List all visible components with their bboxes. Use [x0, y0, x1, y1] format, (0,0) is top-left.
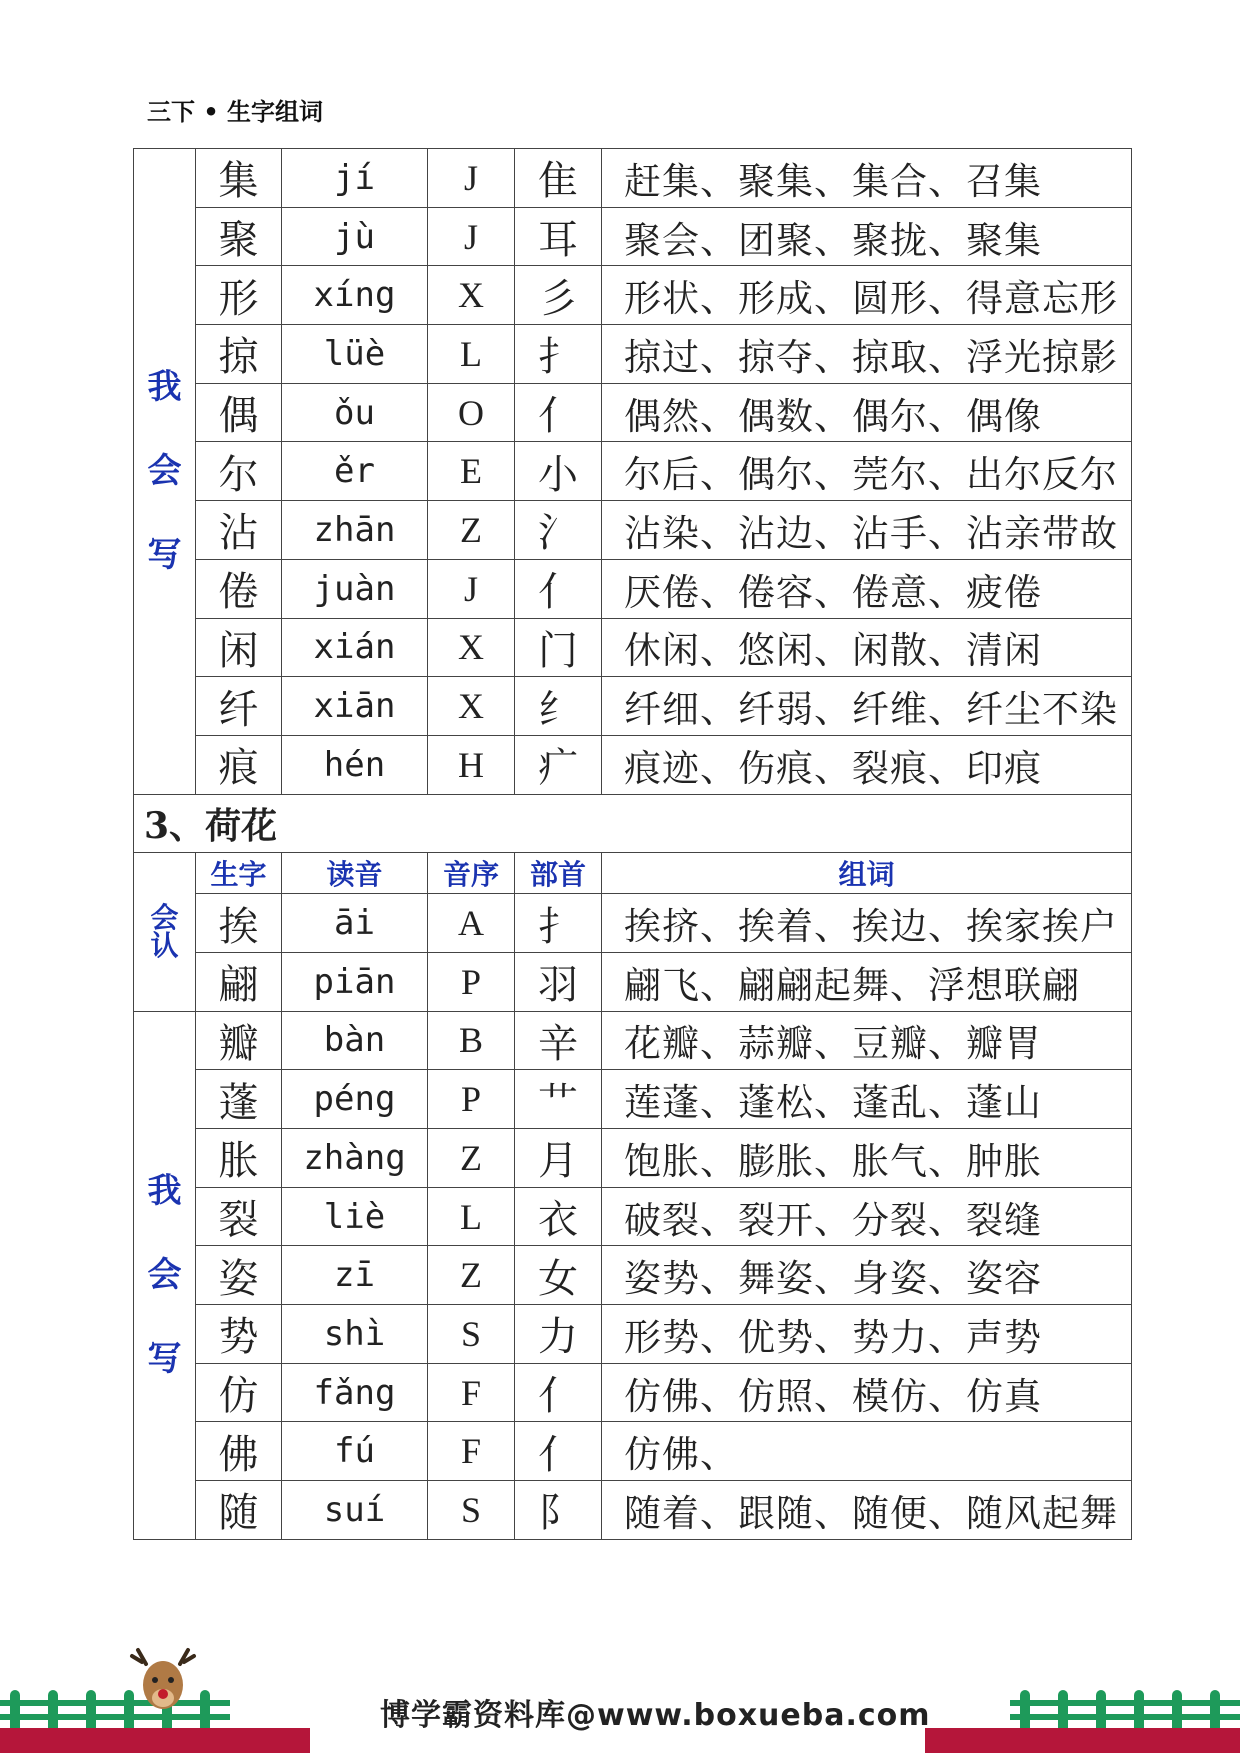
fence-right-icon — [1010, 1690, 1240, 1728]
char-cell: 随 — [196, 1481, 282, 1540]
radical-cell: 小 — [515, 442, 602, 501]
order-cell: J — [428, 559, 515, 618]
side-label-char: 写 — [147, 535, 182, 576]
radical-cell: 艹 — [515, 1070, 602, 1129]
words-cell: 仿佛、仿照、模仿、仿真 — [602, 1363, 1132, 1422]
radical-cell: 疒 — [515, 735, 602, 794]
radical-cell: 扌 — [515, 894, 602, 953]
char-cell: 仿 — [196, 1363, 282, 1422]
pinyin-cell: shì — [282, 1305, 428, 1364]
pinyin-cell: ǒu — [282, 383, 428, 442]
radical-cell: 氵 — [515, 501, 602, 560]
words-cell: 随着、跟随、随便、随风起舞 — [602, 1481, 1132, 1540]
order-cell: X — [428, 618, 515, 677]
table-row — [134, 1011, 1132, 1070]
page-header: 三下 • 生字组词 — [147, 98, 324, 126]
char-cell: 纤 — [196, 677, 282, 736]
section-title: 3、荷花 — [134, 794, 1132, 853]
pinyin-cell: ěr — [282, 442, 428, 501]
order-cell: E — [428, 442, 515, 501]
char-cell: 翩 — [196, 952, 282, 1011]
pinyin-cell: fǎng — [282, 1363, 428, 1422]
radical-cell: 扌 — [515, 325, 602, 384]
table-row — [134, 1422, 1132, 1481]
side-label-char: 写 — [147, 1339, 182, 1380]
side-label-read — [134, 853, 196, 1011]
words-cell: 饱胀、膨胀、胀气、肿胀 — [602, 1129, 1132, 1188]
order-cell: H — [428, 735, 515, 794]
pinyin-cell: zhān — [282, 501, 428, 560]
side-label-write — [134, 1011, 196, 1539]
char-cell: 胀 — [196, 1129, 282, 1188]
words-cell: 尔后、偶尔、莞尔、出尔反尔 — [602, 442, 1132, 501]
radical-cell: 月 — [515, 1129, 602, 1188]
char-cell: 掠 — [196, 325, 282, 384]
order-cell: S — [428, 1305, 515, 1364]
order-cell: J — [428, 149, 515, 208]
words-cell: 莲蓬、蓬松、蓬乱、蓬山 — [602, 1070, 1132, 1129]
table-row — [134, 501, 1132, 560]
column-header-order: 音序 — [428, 853, 515, 894]
char-cell: 蓬 — [196, 1070, 282, 1129]
pinyin-cell: bàn — [282, 1011, 428, 1070]
order-cell: P — [428, 952, 515, 1011]
char-cell: 闲 — [196, 618, 282, 677]
table-row — [134, 442, 1132, 501]
table-row — [134, 1187, 1132, 1246]
table-row — [134, 207, 1132, 266]
pinyin-cell: lüè — [282, 325, 428, 384]
pinyin-cell: liè — [282, 1187, 428, 1246]
words-cell: 偶然、偶数、偶尔、偶像 — [602, 383, 1132, 442]
table-row — [134, 735, 1132, 794]
column-header-words: 组词 — [602, 853, 1132, 894]
words-cell: 花瓣、蒜瓣、豆瓣、瓣胃 — [602, 1011, 1132, 1070]
table-row — [134, 1481, 1132, 1540]
char-cell: 姿 — [196, 1246, 282, 1305]
pinyin-cell: xiān — [282, 677, 428, 736]
column-header-char: 生字 — [196, 853, 282, 894]
side-label-char: 会 — [147, 1255, 182, 1296]
table-row — [134, 266, 1132, 325]
words-cell: 聚会、团聚、聚拢、聚集 — [602, 207, 1132, 266]
order-cell: X — [428, 677, 515, 736]
table-row — [134, 618, 1132, 677]
order-cell: J — [428, 207, 515, 266]
radical-cell: 门 — [515, 618, 602, 677]
char-cell: 聚 — [196, 207, 282, 266]
order-cell: Z — [428, 1246, 515, 1305]
radical-cell: 隹 — [515, 149, 602, 208]
words-cell: 痕迹、伤痕、裂痕、印痕 — [602, 735, 1132, 794]
char-cell: 倦 — [196, 559, 282, 618]
radical-cell: 亻 — [515, 383, 602, 442]
pinyin-cell: jí — [282, 149, 428, 208]
words-cell: 翩飞、翩翩起舞、浮想联翩 — [602, 952, 1132, 1011]
radical-cell: 衣 — [515, 1187, 602, 1246]
words-cell: 姿势、舞姿、身姿、姿容 — [602, 1246, 1132, 1305]
char-cell: 裂 — [196, 1187, 282, 1246]
char-cell: 佛 — [196, 1422, 282, 1481]
words-cell: 厌倦、倦容、倦意、疲倦 — [602, 559, 1132, 618]
char-cell: 偶 — [196, 383, 282, 442]
order-cell: L — [428, 325, 515, 384]
pinyin-cell: āi — [282, 894, 428, 953]
order-cell: P — [428, 1070, 515, 1129]
column-header-pinyin: 读音 — [282, 853, 428, 894]
pinyin-cell: jù — [282, 207, 428, 266]
radical-cell: 力 — [515, 1305, 602, 1364]
order-cell: X — [428, 266, 515, 325]
column-header-radical: 部首 — [515, 853, 602, 894]
vocab-table — [133, 148, 1132, 1540]
pinyin-cell: xíng — [282, 266, 428, 325]
pinyin-cell: hén — [282, 735, 428, 794]
pinyin-cell: xián — [282, 618, 428, 677]
table-row — [134, 559, 1132, 618]
words-cell: 形势、优势、势力、声势 — [602, 1305, 1132, 1364]
table-row — [134, 952, 1132, 1011]
char-cell: 尔 — [196, 442, 282, 501]
order-cell: S — [428, 1481, 515, 1540]
table-row — [134, 1246, 1132, 1305]
char-cell: 痕 — [196, 735, 282, 794]
side-label-char: 会 — [147, 451, 182, 492]
pinyin-cell: zhàng — [282, 1129, 428, 1188]
words-cell: 形状、形成、圆形、得意忘形 — [602, 266, 1132, 325]
radical-cell: 辛 — [515, 1011, 602, 1070]
side-label-write — [134, 149, 196, 795]
table-row — [134, 1305, 1132, 1364]
char-cell: 势 — [196, 1305, 282, 1364]
table-row — [134, 325, 1132, 384]
table-row — [134, 1129, 1132, 1188]
words-cell: 挨挤、挨着、挨边、挨家挨户 — [602, 894, 1132, 953]
words-cell: 沾染、沾边、沾手、沾亲带故 — [602, 501, 1132, 560]
words-cell: 赶集、聚集、集合、召集 — [602, 149, 1132, 208]
table-row — [134, 149, 1132, 208]
table-row — [134, 677, 1132, 736]
words-cell: 破裂、裂开、分裂、裂缝 — [602, 1187, 1132, 1246]
table-row — [134, 383, 1132, 442]
pinyin-cell: piān — [282, 952, 428, 1011]
table-row — [134, 1070, 1132, 1129]
words-cell: 仿佛、 — [602, 1422, 1132, 1481]
reindeer-icon — [118, 1640, 208, 1730]
order-cell: Z — [428, 501, 515, 560]
char-cell: 集 — [196, 149, 282, 208]
side-label-char: 会 — [150, 900, 179, 934]
pinyin-cell: péng — [282, 1070, 428, 1129]
radical-cell: 阝 — [515, 1481, 602, 1540]
order-cell: L — [428, 1187, 515, 1246]
char-cell: 挨 — [196, 894, 282, 953]
radical-cell: 羽 — [515, 952, 602, 1011]
radical-cell: 亻 — [515, 1422, 602, 1481]
radical-cell: 亻 — [515, 1363, 602, 1422]
side-label-char: 我 — [147, 1171, 182, 1212]
order-cell: Z — [428, 1129, 515, 1188]
table-row — [134, 1363, 1132, 1422]
radical-cell: 亻 — [515, 559, 602, 618]
order-cell: F — [428, 1422, 515, 1481]
char-cell: 瓣 — [196, 1011, 282, 1070]
char-cell: 形 — [196, 266, 282, 325]
side-label-char: 我 — [147, 367, 182, 408]
footer-band-left — [0, 1728, 310, 1753]
pinyin-cell: fú — [282, 1422, 428, 1481]
words-cell: 掠过、掠夺、掠取、浮光掠影 — [602, 325, 1132, 384]
order-cell: F — [428, 1363, 515, 1422]
order-cell: A — [428, 894, 515, 953]
char-cell: 沾 — [196, 501, 282, 560]
side-label-char: 认 — [150, 928, 179, 962]
table-row — [134, 894, 1132, 953]
order-cell: B — [428, 1011, 515, 1070]
radical-cell: 耳 — [515, 207, 602, 266]
pinyin-cell: juàn — [282, 559, 428, 618]
footer-band-right — [925, 1728, 1240, 1753]
footer-watermark: 博学霸资料库@www.boxueba.com — [380, 1698, 931, 1733]
pinyin-cell: zī — [282, 1246, 428, 1305]
column-header-row — [134, 853, 1132, 894]
words-cell: 纤细、纤弱、纤维、纤尘不染 — [602, 677, 1132, 736]
radical-cell: 女 — [515, 1246, 602, 1305]
section-title-row — [134, 794, 1132, 853]
words-cell: 休闲、悠闲、闲散、清闲 — [602, 618, 1132, 677]
order-cell: O — [428, 383, 515, 442]
radical-cell: 纟 — [515, 677, 602, 736]
radical-cell: 彡 — [515, 266, 602, 325]
pinyin-cell: suí — [282, 1481, 428, 1540]
